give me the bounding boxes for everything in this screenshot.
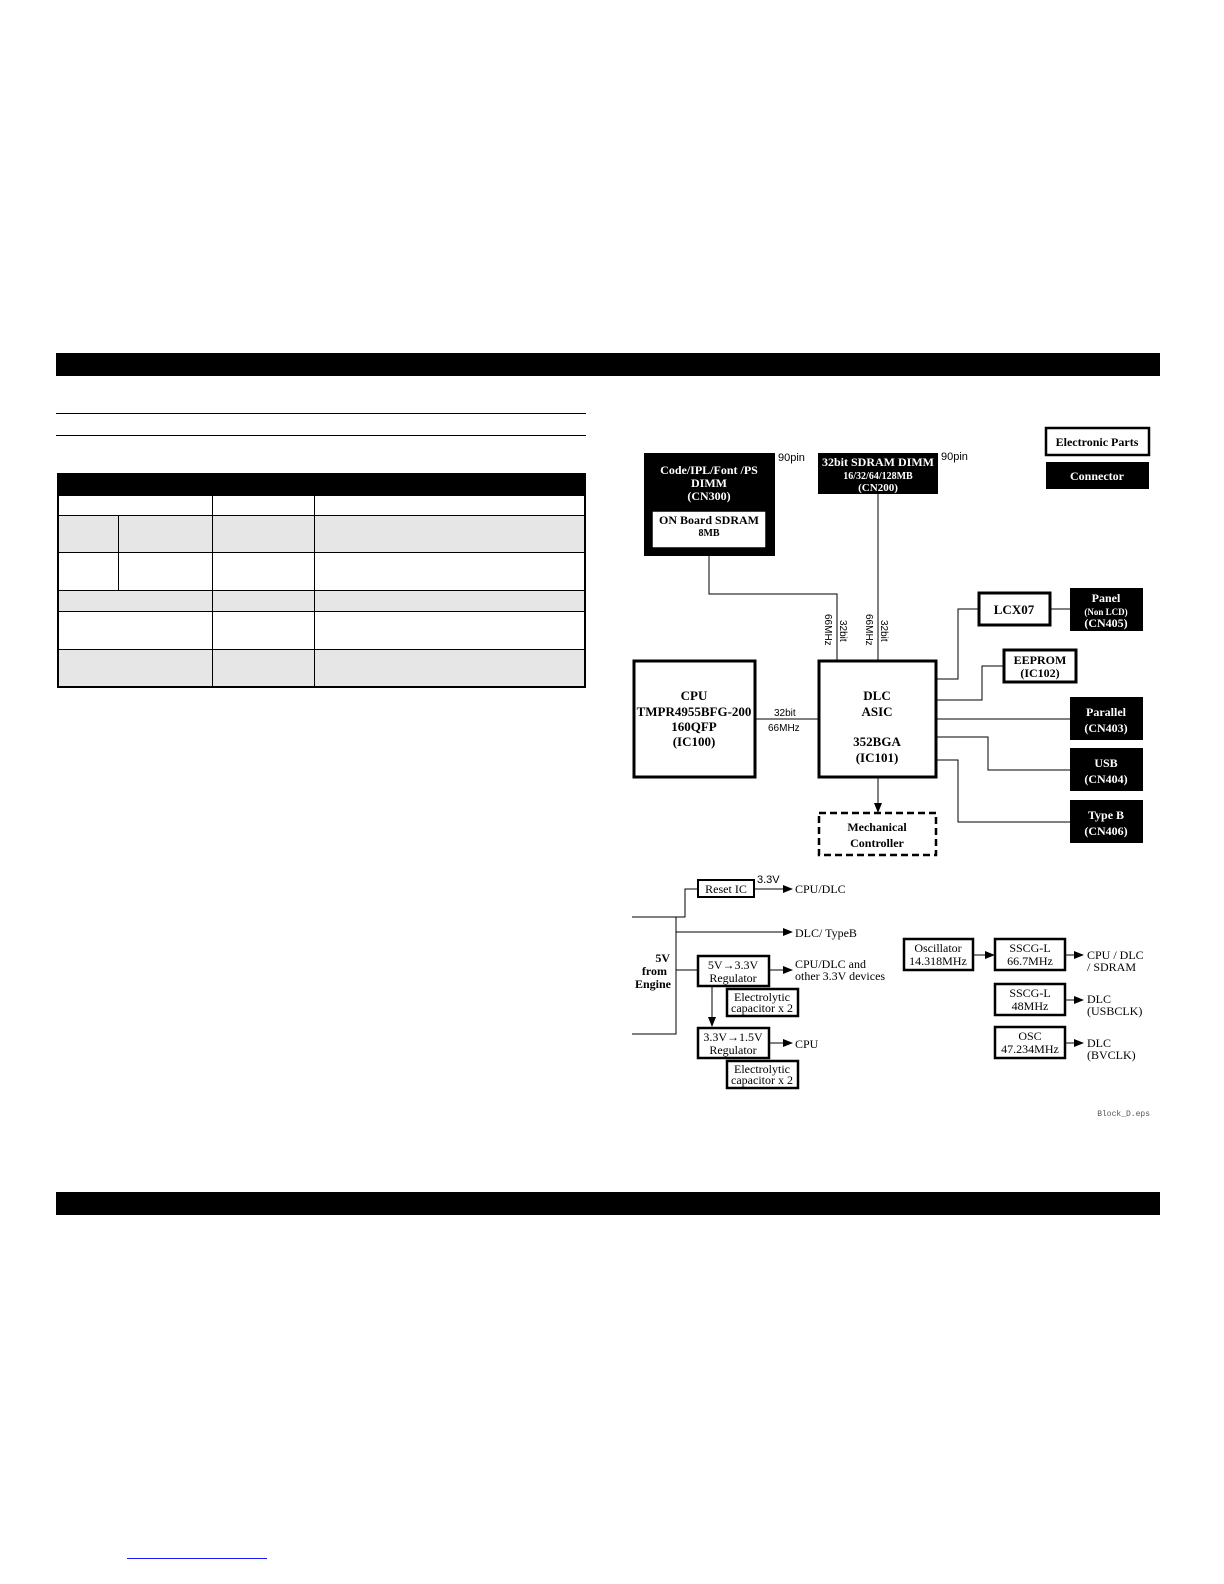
bus-label-66mhz: 66MHz: [822, 614, 833, 646]
svg-text:SSCG-L: SSCG-L: [1009, 941, 1051, 955]
bus-label-32bit: 32bit: [878, 620, 889, 642]
svg-text:14.318MHz: 14.318MHz: [909, 954, 967, 968]
svg-text:Oscillator: Oscillator: [914, 941, 962, 955]
lcx07-block: [979, 593, 1050, 625]
typeb-connector: [1070, 800, 1143, 843]
reset-ic-block: [698, 880, 754, 897]
svg-text:USB: USB: [1094, 756, 1118, 770]
svg-text:DLC: DLC: [863, 688, 891, 703]
osc2-output-label: DLC: [1087, 1036, 1111, 1050]
capacitor-block: [727, 1061, 798, 1088]
bus-label-66mhz: 66MHz: [768, 723, 800, 734]
svg-text:160QFP: 160QFP: [671, 719, 717, 734]
svg-text:(Non LCD): (Non LCD): [1084, 607, 1128, 617]
svg-text:Panel: Panel: [1091, 591, 1121, 605]
mechanical-controller-block: [819, 813, 936, 855]
svg-text:Parallel: Parallel: [1086, 705, 1126, 719]
figure-file-tag: Block_D.eps: [1097, 1110, 1150, 1119]
svg-text:LCX07: LCX07: [993, 602, 1035, 617]
parallel-connector: [1070, 697, 1143, 740]
svg-text:Engine: Engine: [634, 977, 671, 991]
svg-text:66.7MHz: 66.7MHz: [1007, 954, 1053, 968]
sscg-48mhz-block: [995, 984, 1065, 1015]
regulator2-output-label: CPU: [795, 1037, 819, 1051]
sscg2-output-label: DLC: [1087, 992, 1111, 1006]
svg-text:Type B: Type B: [1087, 808, 1125, 822]
svg-text:SSCG-L: SSCG-L: [1009, 986, 1051, 1000]
svg-text:(CN405): (CN405): [1084, 616, 1128, 630]
svg-text:(CN200): (CN200): [858, 482, 898, 494]
panel-connector: [1070, 588, 1143, 631]
svg-text:Electrolytic: Electrolytic: [734, 990, 790, 1004]
svg-text:8MB: 8MB: [698, 528, 720, 539]
svg-text:(IC101): (IC101): [855, 750, 899, 765]
sscg2-output-label: (USBCLK): [1087, 1004, 1143, 1018]
regulator1-output-label: other 3.3V devices: [795, 969, 886, 983]
svg-text:Reset IC: Reset IC: [705, 882, 747, 896]
svg-text:(CN300): (CN300): [687, 489, 731, 503]
svg-text:(CN403): (CN403): [1084, 721, 1128, 735]
svg-text:ON Board SDRAM: ON Board SDRAM: [658, 513, 760, 527]
svg-text:5V: 5V: [655, 951, 670, 965]
svg-text:32bit SDRAM DIMM: 32bit SDRAM DIMM: [822, 455, 934, 469]
svg-text:(IC100): (IC100): [672, 734, 716, 749]
svg-text:from: from: [641, 964, 667, 978]
sscg1-output-label: CPU / DLC: [1087, 948, 1144, 962]
power-source-label: [635, 951, 672, 991]
svg-text:Electronic Parts: Electronic Parts: [1055, 435, 1139, 449]
svg-text:(CN406): (CN406): [1084, 824, 1128, 838]
svg-text:Controller: Controller: [850, 836, 904, 850]
regulator1-output-label: CPU/DLC and: [795, 957, 867, 971]
svg-text:16/32/64/128MB: 16/32/64/128MB: [843, 471, 913, 482]
legend-connector: [1046, 462, 1149, 489]
svg-text:Code/IPL/Font /PS: Code/IPL/Font /PS: [660, 463, 758, 477]
sdram-dimm-connector: [818, 451, 968, 494]
svg-text:Mechanical: Mechanical: [847, 820, 907, 834]
svg-text:ASIC: ASIC: [861, 704, 893, 719]
osc2-output-label: (BVCLK): [1087, 1048, 1136, 1062]
legend-electronic-parts: [1046, 428, 1149, 455]
onboard-sdram-block: [652, 511, 766, 548]
svg-text:Connector: Connector: [1070, 469, 1124, 483]
dlc-asic-block: [819, 661, 936, 777]
usb-connector: [1070, 748, 1143, 791]
svg-text:5V→3.3V: 5V→3.3V: [707, 958, 759, 972]
svg-text:(IC102): (IC102): [1020, 666, 1060, 680]
reset-voltage-label: 3.3V: [757, 874, 780, 886]
reset-output-label: CPU/DLC: [795, 882, 846, 896]
svg-text:90pin: 90pin: [778, 452, 805, 464]
regulator-5v-3v3-block: [698, 956, 769, 986]
svg-text:capacitor x 2: capacitor x 2: [731, 1001, 793, 1015]
svg-text:TMPR4955BFG-200: TMPR4955BFG-200: [636, 704, 752, 719]
regulator-3v3-1v5-block: [698, 1028, 769, 1058]
svg-text:Regulator: Regulator: [709, 971, 757, 985]
svg-text:352BGA: 352BGA: [853, 734, 901, 749]
sscg1-output-label: / SDRAM: [1087, 960, 1137, 974]
bus-label-32bit: 32bit: [837, 620, 848, 642]
oscillator-block: [904, 939, 973, 970]
svg-text:47.234MHz: 47.234MHz: [1001, 1042, 1059, 1056]
svg-text:DIMM: DIMM: [691, 476, 727, 490]
osc-47mhz-block: [995, 1027, 1065, 1058]
svg-text:CPU: CPU: [680, 688, 708, 703]
svg-text:Electrolytic: Electrolytic: [734, 1062, 790, 1076]
capacitor-block: [727, 989, 798, 1016]
eeprom-block: [1004, 650, 1076, 682]
svg-text:(CN404): (CN404): [1084, 772, 1128, 786]
typeb-output-label: DLC/ TypeB: [795, 926, 857, 940]
dlc-connection-lines: [936, 609, 1070, 822]
bus-label-32bit: 32bit: [774, 708, 796, 719]
svg-text:OSC: OSC: [1018, 1029, 1042, 1043]
svg-text:48MHz: 48MHz: [1011, 999, 1049, 1013]
svg-text:3.3V→1.5V: 3.3V→1.5V: [703, 1030, 763, 1044]
svg-text:EEPROM: EEPROM: [1013, 653, 1067, 667]
cpu-block: [634, 661, 755, 777]
bus-label-66mhz: 66MHz: [863, 614, 874, 646]
svg-text:capacitor x 2: capacitor x 2: [731, 1073, 793, 1087]
svg-text:90pin: 90pin: [941, 451, 968, 463]
sscg-66mhz-block: [995, 939, 1065, 970]
svg-text:Regulator: Regulator: [709, 1043, 757, 1057]
